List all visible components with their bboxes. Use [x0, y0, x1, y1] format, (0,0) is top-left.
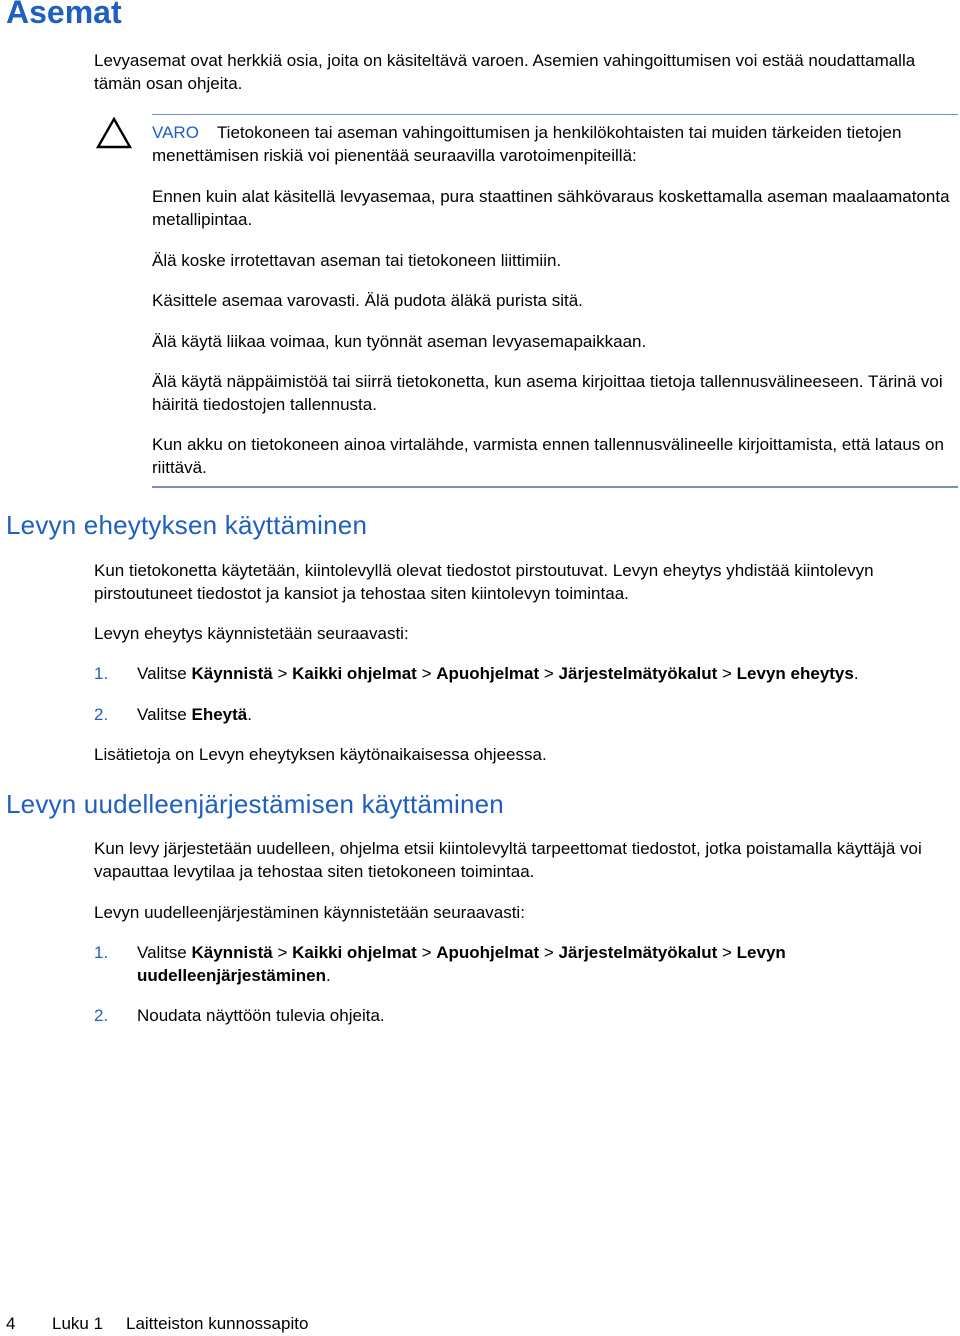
caution-item: Ennen kuin alat käsitellä levyasemaa, pura staattinen sähkövaraus koskettamalla aseman maalaamatonta metallipintaa.	[152, 187, 950, 229]
chapter-title: Laitteiston kunnossapito	[126, 1314, 309, 1333]
defrag-paragraph: Kun tietokonetta käytetään, kiintolevyllä olevat tiedostot pirstoutuvat. Levyn eheytys yhdistää kiintolevyn pirstoutuneet tiedostot ja kansiot ja tehostaa siten kiintolevyn toimintaa.	[94, 561, 874, 603]
step-text: Valitse Käynnistä > Kaikki ohjelmat > Apuohjelmat > Järjestelmätyökalut > Levyn uudelleenjärjestäminen.	[137, 943, 786, 985]
reorg-paragraph: Kun levy järjestetään uudelleen, ohjelma etsii kiintolevyltä tarpeettomat tiedostot, jotka poistamalla käyttäjä voi vapauttaa levytilaa ja tehostaa siten tietokoneen toimintaa.	[94, 839, 922, 881]
step-text: Noudata näyttöön tulevia ohjeita.	[137, 1006, 385, 1025]
warning-triangle-icon	[96, 116, 132, 150]
caution-item: Älä käytä näppäimistöä tai siirrä tietokonetta, kun asema kirjoittaa tietoja tallennusvälineeseen. Tärinä voi häiritä tiedostojen tallennusta.	[152, 372, 943, 414]
caution-item: Kun akku on tietokoneen ainoa virtalähde, varmista ennen tallennusvälineelle kirjoittamista, että lataus on riittävä.	[152, 435, 944, 477]
step-text: Valitse Käynnistä > Kaikki ohjelmat > Apuohjelmat > Järjestelmätyökalut > Levyn eheytys.	[137, 664, 859, 683]
chapter-number: Luku 1	[52, 1314, 104, 1333]
section-heading-reorg: Levyn uudelleenjärjestämisen käyttäminen	[6, 789, 504, 819]
section-heading-defrag: Levyn eheytyksen käyttäminen	[6, 510, 368, 540]
defrag-step	[94, 662, 956, 685]
step-number: 1.	[94, 943, 109, 962]
page-number: 4	[6, 1314, 16, 1333]
step-number: 1.	[94, 664, 109, 683]
caution-item: Älä käytä liikaa voimaa, kun työnnät aseman levyasemapaikkaan.	[152, 332, 647, 351]
defrag-step	[94, 703, 956, 726]
defrag-intro: Levyn eheytys käynnistetään seuraavasti:	[94, 624, 409, 643]
step-text: Valitse Eheytä.	[137, 705, 252, 724]
step-number: 2.	[94, 705, 109, 724]
caution-lead-text: Tietokoneen tai aseman vahingoittumisen ja henkilökohtaisten tai muiden tärkeiden tietojen menettämisen riskiä voi pienentää seuraavilla varotoimenpiteillä:	[152, 123, 902, 165]
caution-item: Älä koske irrotettavan aseman tai tietokoneen liittimiin.	[152, 251, 562, 270]
caution-lead	[152, 121, 960, 167]
page-title: Asemat	[6, 0, 122, 30]
reorg-step	[94, 941, 956, 987]
caution-bottom-rule	[152, 486, 958, 488]
defrag-more-info: Lisätietoja on Levyn eheytyksen käytönaikaisessa ohjeessa.	[94, 745, 547, 764]
page-footer	[6, 1312, 308, 1335]
step-number: 2.	[94, 1006, 109, 1025]
caution-top-rule	[152, 114, 958, 115]
caution-item: Käsittele asemaa varovasti. Älä pudota äläkä purista sitä.	[152, 291, 583, 310]
reorg-intro: Levyn uudelleenjärjestäminen käynnistetään seuraavasti:	[94, 903, 525, 922]
intro-paragraph: Levyasemat ovat herkkiä osia, joita on käsiteltävä varoen. Asemien vahingoittumisen voi estää noudattamalla tämän osan ohjeita.	[94, 51, 916, 93]
reorg-step	[94, 1004, 956, 1027]
caution-label: VARO	[152, 123, 199, 142]
